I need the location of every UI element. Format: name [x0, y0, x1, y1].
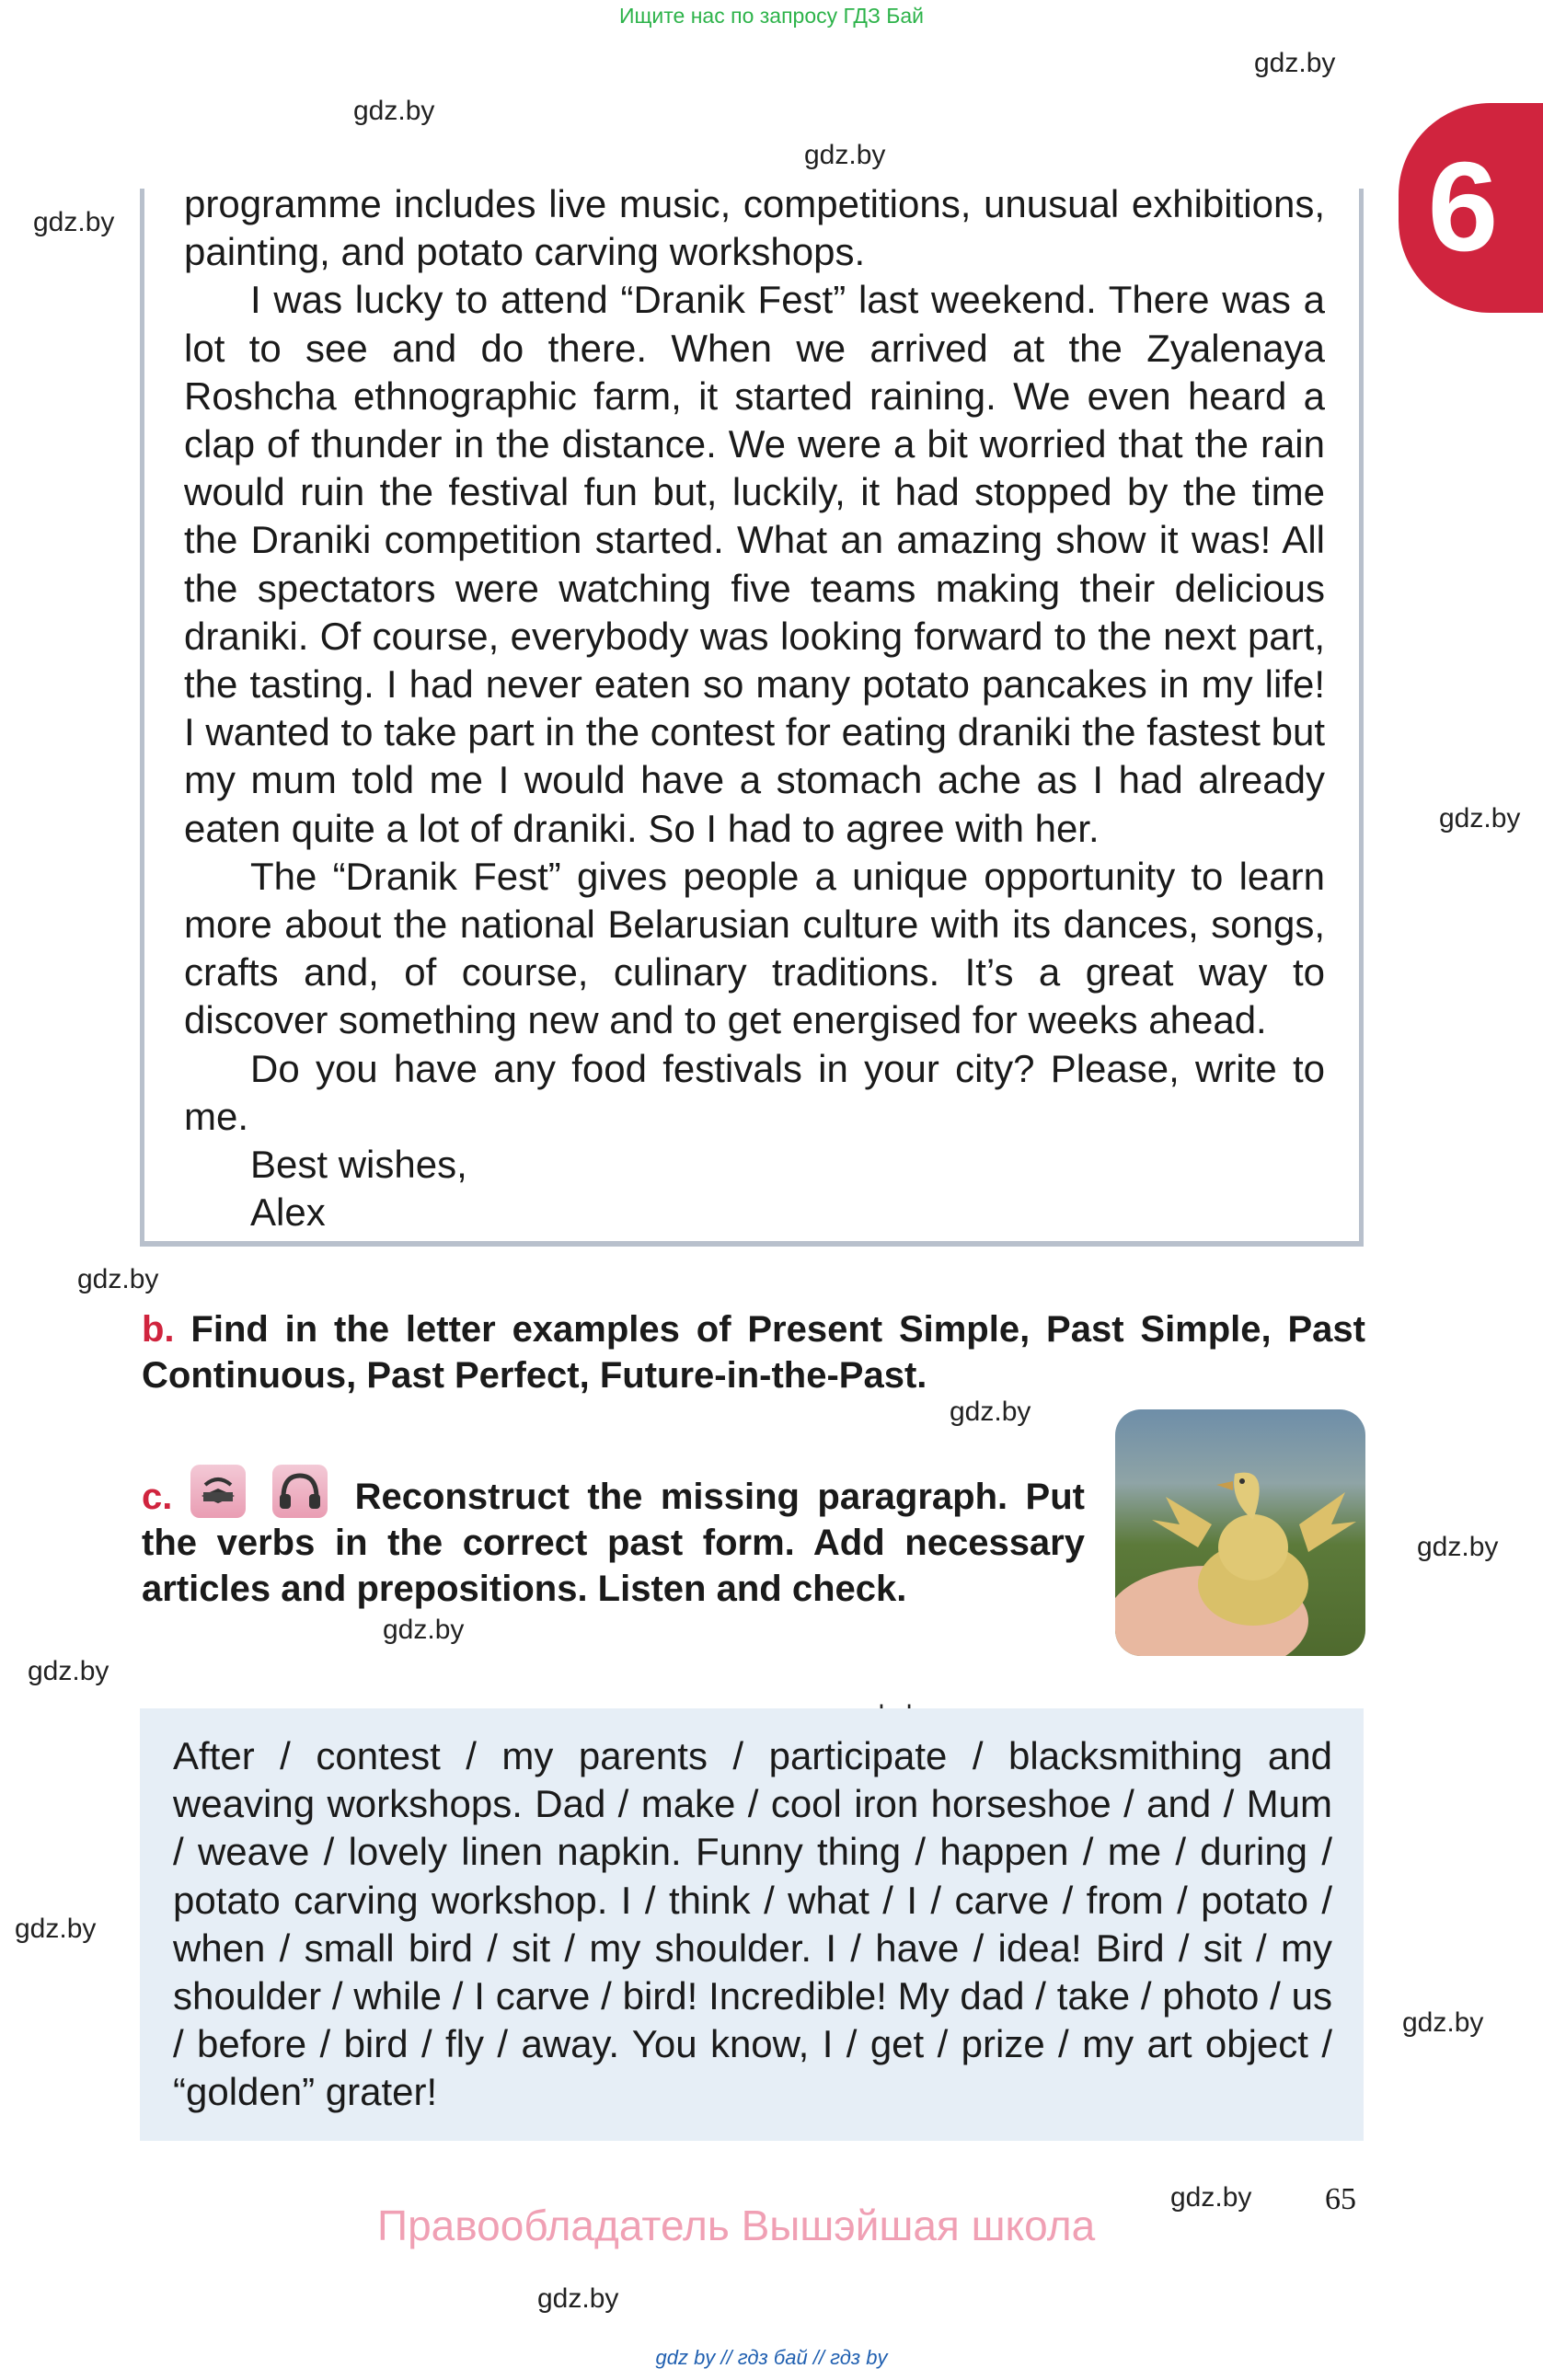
workbook-icon [190, 1465, 246, 1518]
watermark: gdz.by [15, 1914, 97, 1944]
letter-paragraph: Do you have any food festivals in your city? Please, write to me. [184, 1046, 1325, 1138]
watermark: gdz.by [383, 1615, 465, 1645]
footer-links: gdz by // гдз бай // гдз by [655, 2346, 888, 2369]
potato-bird-photo [1115, 1409, 1365, 1656]
watermark: gdz.by [1254, 48, 1336, 78]
task-instruction: Reconstruct the missing paragraph. Put the verbs in the correct past form. Add necessary articles and prepositions. Listen and check. [142, 1477, 1085, 1609]
letter-closing: Best wishes, [250, 1143, 467, 1187]
copyright-note: Правообладатель Вышэйшая школа [377, 2202, 1096, 2249]
watermark: gdz.by [950, 1397, 1031, 1427]
letter-paragraph: programme includes live music, competitions, unusual exhibitions, painting, and potato carving workshops. [184, 182, 1325, 274]
watermark: gdz.by [1402, 2007, 1484, 2038]
watermark: gdz.by [353, 96, 435, 126]
watermark: gdz.by [1439, 803, 1521, 834]
watermark: gdz.by [1417, 1532, 1499, 1562]
task-b [142, 1306, 1365, 1398]
watermark: gdz.by [77, 1264, 159, 1294]
letter-text [184, 180, 1325, 1236]
letter-paragraph: I was lucky to attend “Dranik Fest” last weekend. There was a lot to see and do there. When we arrived at the Zyalenaya Roshcha ethnographic farm, it started raining. We even heard a clap of thunder in the distance. We were a bit worried that the rain would ruin the festival fun but, luckily, it had stopped by the time the Draniki competition started. What an amazing show it was! All the spectators were watching five teams making their delicious draniki. Of course, everybody was looking forward to the next part, the tasting. I had never eaten so many potato pancakes in my life! I wanted to take part in the contest for eating draniki the fastest but my mum told me I would have a stomach ache as I had already eaten quite a lot of draniki. So I had to agree with her. [184, 278, 1325, 850]
task-instruction: Find in the letter examples of Present Simple, Past Simple, Past Continuous, Past Perfect, Future-in-the-Past. [142, 1309, 1365, 1396]
watermark: gdz.by [33, 207, 115, 237]
letter-signature: Alex [250, 1190, 326, 1235]
page-number: 65 [1325, 2182, 1356, 2216]
task-label: b. [142, 1309, 175, 1350]
watermark: gdz.by [1170, 2182, 1252, 2213]
task-label: c. [142, 1477, 173, 1517]
letter-paragraph: The “Dranik Fest” gives people a unique opportunity to learn more about the national Belarusian culture with its dances, songs, crafts and, of course, culinary traditions. It’s a great way to discover something new and to get energised for weeks ahead. [184, 854, 1325, 1042]
top-search-note: Ищите нас по запросу ГДЗ Бай [618, 4, 925, 28]
watermark: gdz.by [28, 1656, 109, 1686]
task-c [142, 1465, 1085, 1612]
headphones-icon [272, 1465, 328, 1518]
exercise-text: After / contest / my parents / participate / blacksmithing and weaving workshops. Dad / make / cool iron horseshoe / and / Mum / weave / lovely linen napkin. Funny thing / happen / me / during / potato carving workshop. I / think / what / I / carve / from / potato / when / small bird / sit / my shoulder. I / have / idea! Bird / sit / my shoulder / while / I carve / bird! Incredible! My dad / take / photo / us / before / bird / fly / away. You know, I / get / prize / my art object / “golden” grater! [173, 1734, 1332, 2114]
watermark: gdz.by [804, 140, 886, 170]
chapter-number: 6 [1427, 136, 1499, 278]
watermark: gdz.by [537, 2283, 619, 2314]
